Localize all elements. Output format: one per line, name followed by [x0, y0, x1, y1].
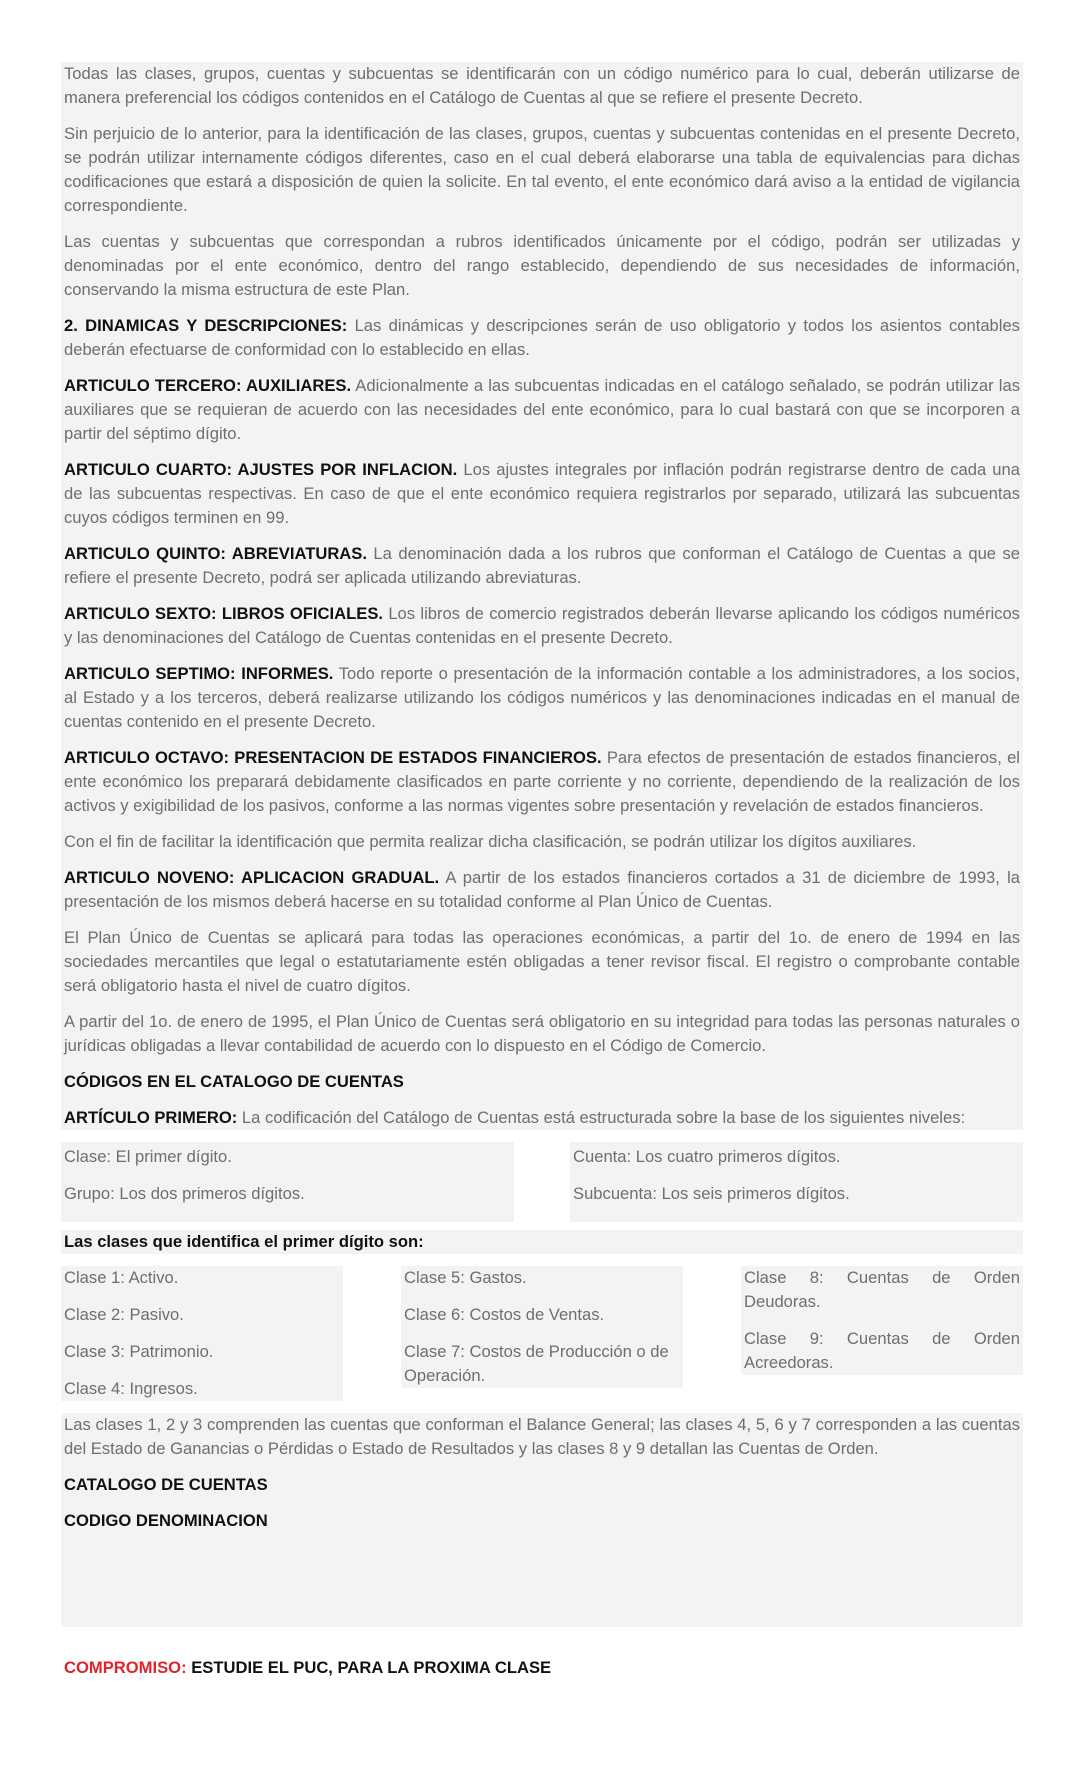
clases-heading: Las clases que identifica el primer dígito son: — [61, 1230, 1023, 1254]
article-septimo — [61, 662, 1023, 734]
paragraph-puc-1994: El Plan Único de Cuentas se aplicará para todas las operaciones económicas, a partir del 1o. de enero de 1994 en las sociedades mercantiles que legal o estatutariamente estén obligadas a tener revisor fiscal. El registro o comprobante contable será obligatorio hasta el nivel de cuatro dígitos. — [64, 928, 1020, 995]
paragraph-puc-1995: A partir del 1o. de enero de 1995, el Plan Único de Cuentas será obligatorio en su integridad para todas las personas naturales o jurídicas obligadas a llevar contabilidad de acuerdo con lo dispuesto en el Código de Comercio. — [64, 1012, 1020, 1055]
compromiso-label: COMPROMISO: — [64, 1658, 187, 1677]
clase-item: Clase 2: Pasivo. — [64, 1305, 184, 1324]
compromiso-line — [64, 1656, 551, 1680]
level-item: Clase: El primer dígito. — [64, 1147, 232, 1166]
clase-item: Clase 3: Patrimonio. — [64, 1342, 214, 1361]
article-text: A partir de los estados financieros cortados a 31 de diciembre de 1993, la presentación de los mismos deberá hacerse en su totalidad conforme al Plan Único de Cuentas. — [64, 868, 1020, 911]
article-octavo — [61, 746, 1023, 818]
levels-column-right — [570, 1142, 1023, 1222]
clase-item: Clase 8: Cuentas de Orden Deudoras. — [744, 1268, 1020, 1311]
compromiso-text: ESTUDIE EL PUC, PARA LA PROXIMA CLASE — [186, 1658, 552, 1677]
codigos-heading: CÓDIGOS EN EL CATALOGO DE CUENTAS — [64, 1072, 404, 1091]
article-title: ARTICULO NOVENO: APLICACION GRADUAL. — [64, 868, 440, 887]
catalogo-heading: CATALOGO DE CUENTAS — [64, 1475, 268, 1494]
article-title: ARTICULO QUINTO: ABREVIATURAS. — [64, 544, 367, 563]
catalogo-empty-area — [61, 1533, 1023, 1627]
level-item: Subcuenta: Los seis primeros dígitos. — [573, 1184, 850, 1203]
article-primero — [61, 1106, 1023, 1130]
clases-column-2 — [401, 1266, 683, 1388]
paragraph-clases-summary: Las clases 1, 2 y 3 comprenden las cuentas que conforman el Balance General; las clases 4, 5, 6 y 7 corresponden a las cuentas del Estado de Ganancias o Pérdidas o Estado de Resultados y las clases 8 y 9 detallan las Cuentas de Orden. — [64, 1415, 1020, 1458]
article-title: ARTICULO OCTAVO: PRESENTACION DE ESTADOS FINANCIEROS. — [64, 748, 602, 767]
article-dinamicas — [61, 314, 1023, 362]
level-item: Cuenta: Los cuatro primeros dígitos. — [573, 1147, 841, 1166]
article-title: ARTÍCULO PRIMERO: — [64, 1108, 238, 1127]
article-text: Los libros de comercio registrados deberán llevarse aplicando los códigos numéricos y las denominaciones del Catálogo de Cuentas contenidas en el presente Decreto. — [64, 604, 1020, 647]
article-title: ARTICULO CUARTO: AJUSTES POR INFLACION. — [64, 460, 458, 479]
article-quinto — [61, 542, 1023, 590]
article-text: La codificación del Catálogo de Cuentas está estructurada sobre la base de los siguientes niveles: — [237, 1108, 966, 1127]
clase-item: Clase 9: Cuentas de Orden Acreedoras. — [744, 1329, 1020, 1372]
levels-column-left — [61, 1142, 514, 1222]
paragraph-codes: Todas las clases, grupos, cuentas y subcuentas se identificarán con un código numérico para lo cual, deberán utilizarse de manera preferencial los códigos contenidos en el Catálogo de Cuentas al que se refiere el presente Decreto. — [64, 64, 1020, 107]
article-text: La denominación dada a los rubros que conforman el Catálogo de Cuentas a que se refiere el presente Decreto, podrá ser aplicada utilizando abreviaturas. — [64, 544, 1021, 587]
clase-item: Clase 4: Ingresos. — [64, 1379, 198, 1398]
article-text: Adicionalmente a las subcuentas indicadas en el catálogo señalado, se podrán utilizar las auxiliares que se requieran de acuerdo con las necesidades del ente económico, para lo cual bastará con que se incorporen a partir del séptimo dígito. — [64, 376, 1020, 443]
article-cuarto — [61, 458, 1023, 530]
document-body — [61, 62, 1023, 1627]
article-text: Todo reporte o presentación de la información contable a los administradores, a los socios, al Estado y a los terceros, deberá realizarse utilizando los códigos numéricos y las denominaciones indicadas en el manual de cuentas contenido en el presente Decreto. — [64, 664, 1020, 731]
article-title: ARTICULO TERCERO: AUXILIARES. — [64, 376, 352, 395]
clase-item: Clase 6: Costos de Ventas. — [404, 1305, 605, 1324]
paragraph-auxiliary-digits: Con el fin de facilitar la identificación que permita realizar dicha clasificación, se podrán utilizar los dígitos auxiliares. — [64, 832, 917, 851]
paragraph-equivalences: Sin perjuicio de lo anterior, para la identificación de las clases, grupos, cuentas y subcuentas contenidas en el presente Decreto, se podrán utilizar internamente códigos diferentes, caso en el cual deberá elaborarse una tabla de equivalencias para dichas codificaciones que estará a disposición de quien la solicite. En tal evento, el ente económico dará aviso a la entidad de vigilancia correspondiente. — [64, 124, 1020, 215]
paragraph-accounts-range: Las cuentas y subcuentas que correspondan a rubros identificados únicamente por el código, podrán ser utilizadas y denominadas por el ente económico, dentro del rango establecido, dependiendo de sus necesidades de información, conservando la misma estructura de este Plan. — [64, 232, 1020, 299]
article-title: ARTICULO SEPTIMO: INFORMES. — [64, 664, 334, 683]
closing-section — [61, 1413, 1023, 1627]
levels-table — [61, 1142, 1023, 1222]
article-title: ARTICULO SEXTO: LIBROS OFICIALES. — [64, 604, 383, 623]
clases-column-3 — [741, 1266, 1023, 1375]
article-title: 2. DINAMICAS Y DESCRIPCIONES: — [64, 316, 348, 335]
article-text: Los ajustes integrales por inflación podrán registrarse dentro de cada una de las subcuentas respectivas. En caso de que el ente económico requiera registrarlos por separado, utilizará las subcuentas cuyos códigos terminen en 99. — [64, 460, 1020, 527]
clases-column-1 — [61, 1266, 343, 1401]
intro-section — [61, 62, 1023, 1130]
level-item: Grupo: Los dos primeros dígitos. — [64, 1184, 305, 1203]
catalogo-subheading: CODIGO DENOMINACION — [64, 1511, 268, 1530]
clase-item: Clase 1: Activo. — [64, 1268, 179, 1287]
clase-item: Clase 7: Costos de Producción o de Operación. — [404, 1342, 669, 1385]
clase-item: Clase 5: Gastos. — [404, 1268, 527, 1287]
article-text: Para efectos de presentación de estados financieros, el ente económico los preparará debidamente clasificados en parte corriente y no corriente, dependiendo de la realización de los activos y exigibilidad de los pasivos, conforme a las normas vigentes sobre presentación y revelación de estados financieros. — [64, 748, 1020, 815]
article-text: Las dinámicas y descripciones serán de uso obligatorio y todos los asientos contables deberán efectuarse de conformidad con lo establecido en ellas. — [64, 316, 1020, 359]
clases-table — [61, 1266, 1023, 1401]
article-noveno — [61, 866, 1023, 914]
article-sexto — [61, 602, 1023, 650]
article-tercero — [61, 374, 1023, 446]
